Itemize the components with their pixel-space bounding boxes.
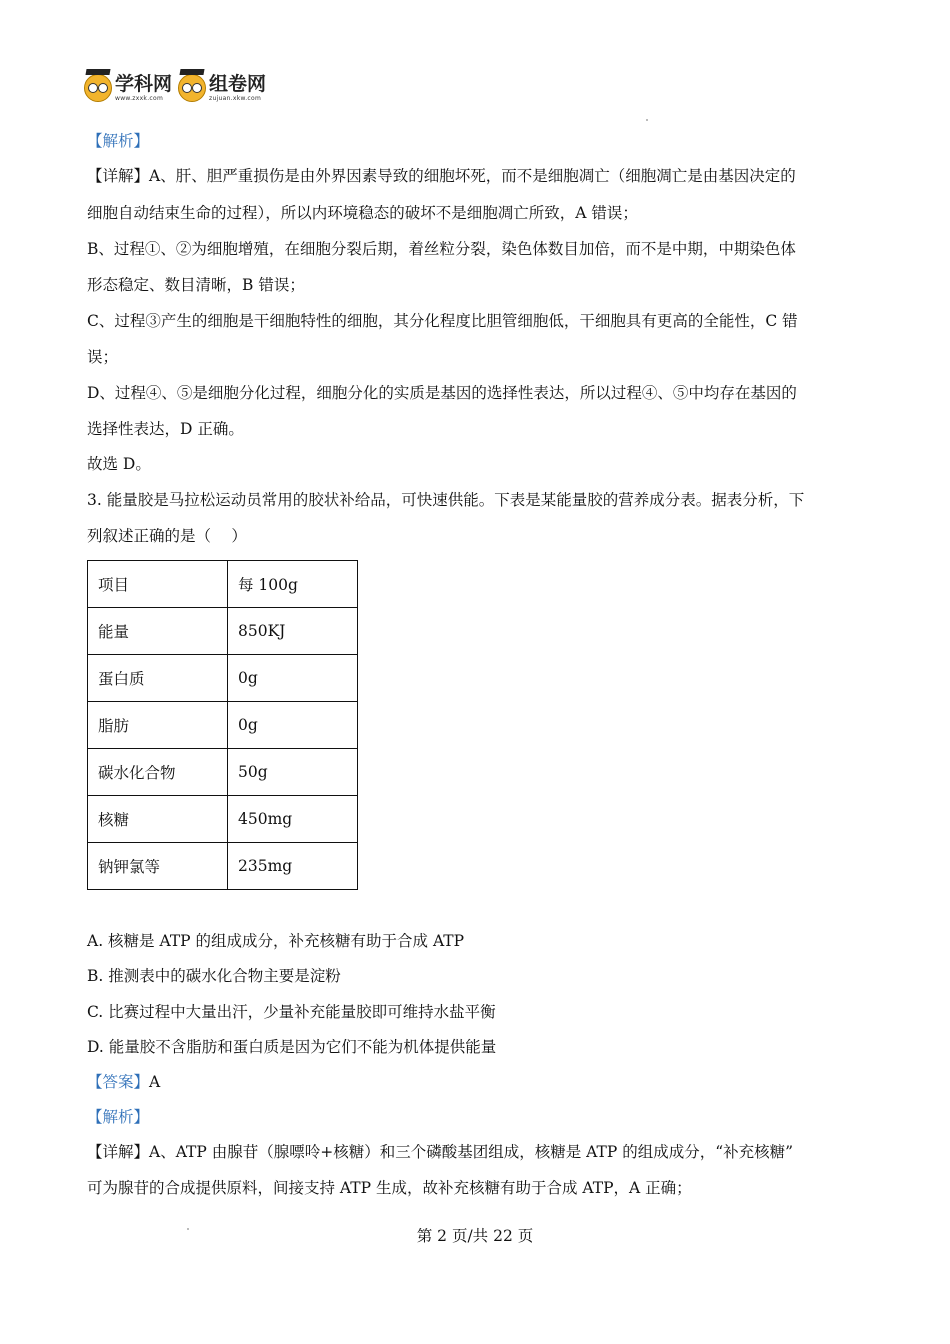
logo-url: zujuan.xkw.com — [209, 94, 262, 102]
detail-line: 【详解】A、ATP 由腺苷（腺嘌呤+核糖）和三个磷酸基团组成，核糖是 ATP 的组成成分，“补充核糖” — [87, 1143, 794, 1161]
speck — [646, 119, 648, 121]
table-cell: 钠钾氯等 — [88, 843, 228, 890]
table-row — [88, 749, 358, 796]
owl-mascot-icon — [84, 74, 112, 102]
table-cell: 脂肪 — [88, 702, 228, 749]
analysis-line: D、过程④、⑤是细胞分化过程，细胞分化的实质是基因的选择性表达，所以过程④、⑤中均存在基因的 — [87, 384, 797, 402]
logo-zujuanwang — [178, 74, 266, 102]
analysis-tag: 【解析】 — [87, 132, 150, 150]
table-cell: 850KJ — [228, 608, 358, 655]
analysis-line: 细胞自动结束生命的过程），所以内环境稳态的破坏不是细胞凋亡所致，A 错误； — [87, 204, 638, 222]
question-stem: 3. 能量胶是马拉松运动员常用的胶状补给品，可快速供能。下表是某能量胶的营养成分表。据表分析，下 — [87, 491, 805, 509]
table-row — [88, 843, 358, 890]
table-row — [88, 702, 358, 749]
analysis-line: 选择性表达，D 正确。 — [87, 420, 244, 438]
analysis-line: 误； — [87, 348, 119, 366]
analysis-conclusion: 故选 D。 — [87, 455, 151, 473]
table-cell: 核糖 — [88, 796, 228, 843]
option-d: D. 能量胶不含脂肪和蛋白质是因为它们不能为机体提供能量 — [87, 1038, 497, 1056]
table-row — [88, 796, 358, 843]
table-cell: 每 100g — [228, 561, 358, 608]
analysis-tag: 【解析】 — [87, 1108, 150, 1126]
table-cell: 0g — [228, 655, 358, 702]
logo-title: 学科网 — [115, 72, 173, 95]
detail-line: 可为腺苷的合成提供原料，间接支持 ATP 生成，故补充核糖有助于合成 ATP，A 正确； — [87, 1179, 692, 1197]
table-cell: 0g — [228, 702, 358, 749]
analysis-line: C、过程③产生的细胞是干细胞特性的细胞，其分化程度比胆管细胞低，干细胞具有更高的全能性，C 错 — [87, 312, 798, 330]
answer-tag: 【答案】 — [87, 1073, 150, 1091]
logo-xuekewang — [84, 74, 172, 102]
table-row — [88, 655, 358, 702]
option-c: C. 比赛过程中大量出汗，少量补充能量胶即可维持水盐平衡 — [87, 1003, 496, 1021]
table-cell: 50g — [228, 749, 358, 796]
table-cell: 项目 — [88, 561, 228, 608]
table-cell: 能量 — [88, 608, 228, 655]
analysis-line: 形态稳定、数目清晰，B 错误； — [87, 276, 305, 294]
option-a: A. 核糖是 ATP 的组成成分，补充核糖有助于合成 ATP — [87, 932, 465, 950]
logo-url: www.zxxk.com — [115, 94, 164, 102]
table-row — [88, 608, 358, 655]
analysis-line: 【详解】A、肝、胆严重损伤是由外界因素导致的细胞坏死，而不是细胞凋亡（细胞凋亡是由基因决定的 — [87, 167, 796, 185]
table-cell: 碳水化合物 — [88, 749, 228, 796]
answer-value: A — [149, 1073, 161, 1091]
table-cell: 蛋白质 — [88, 655, 228, 702]
header-logo — [84, 70, 272, 106]
option-b: B. 推测表中的碳水化合物主要是淀粉 — [87, 967, 341, 985]
answer-line — [87, 1065, 160, 1100]
page-number: 第 2 页/共 22 页 — [416, 1227, 534, 1245]
owl-mascot-icon — [178, 74, 206, 102]
table-row — [88, 561, 358, 608]
table-cell: 450mg — [228, 796, 358, 843]
question-stem: 列叙述正确的是（ ） — [87, 527, 247, 545]
analysis-line: B、过程①、②为细胞增殖，在细胞分裂后期，着丝粒分裂，染色体数目加倍，而不是中期，中期染色体 — [87, 240, 796, 258]
nutrition-table — [87, 560, 358, 890]
logo-title: 组卷网 — [209, 72, 267, 95]
table-cell: 235mg — [228, 843, 358, 890]
